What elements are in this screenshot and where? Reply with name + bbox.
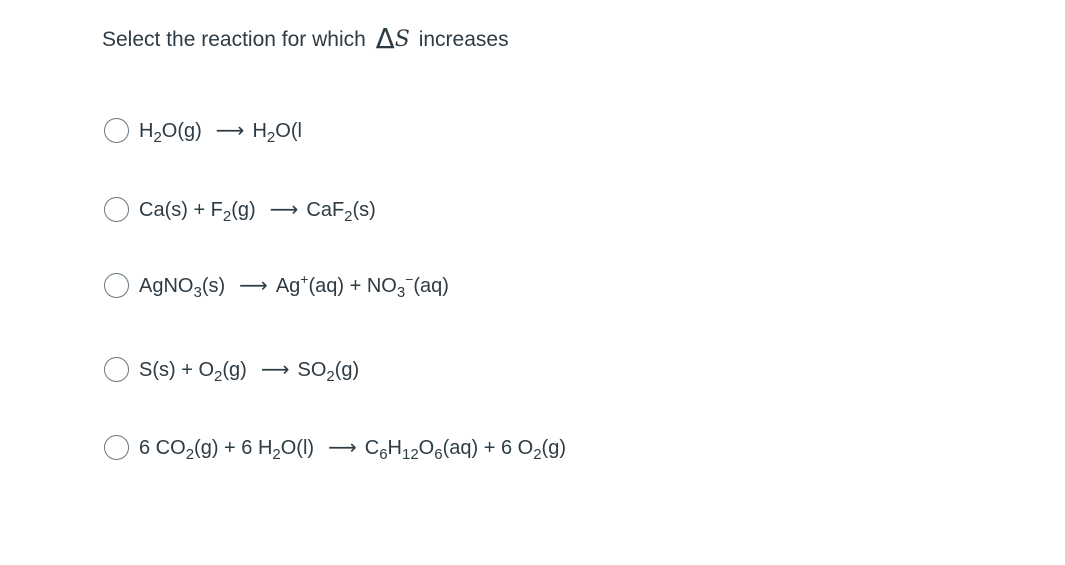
answer-option-4[interactable] [104,355,359,384]
delta-symbol: Δ [375,22,395,55]
subscript: 2 [344,208,353,225]
subscript: 2 [222,208,232,225]
formula-text: (g) [541,437,566,459]
reaction-arrow: ⟶ [328,435,357,459]
subscript: 12 [401,446,419,463]
subscript: 2 [326,368,335,385]
formula-text: (aq) [413,275,449,297]
question-text [102,24,509,55]
formula-text: C [364,437,380,459]
formula-text: H [139,120,154,142]
subscript: 2 [533,446,542,463]
reaction-reactants [139,275,226,301]
formula-text: Ca(s) + F [139,199,223,221]
formula-text: (g) [334,359,360,381]
radio-button[interactable] [104,273,129,298]
formula-text: (g) [231,199,256,221]
subscript: 2 [214,368,223,385]
subscript: 2 [266,129,276,146]
reaction-reactants [139,120,202,146]
formula-text: (aq) + NO [308,275,397,297]
subscript: 6 [434,446,443,463]
formula-text: O [418,437,435,459]
formula-text: O(g) [161,120,202,142]
formula-text: O(l [275,120,302,142]
radio-button[interactable] [104,118,129,143]
reaction-equation [139,195,376,224]
subscript: 2 [272,446,281,463]
formula-text: S(s) + O [139,359,215,381]
question-suffix: increases [412,28,509,51]
subscript: 6 [379,446,388,463]
formula-text: H [252,120,267,142]
answer-option-2[interactable] [104,195,376,224]
question-prefix: Select the reaction for which [102,28,372,51]
formula-text: (g) [222,359,247,381]
reaction-equation [139,433,566,462]
reaction-arrow: ⟶ [260,357,290,381]
subscript: 2 [153,129,162,146]
reaction-products [297,359,360,385]
subscript: 3 [396,284,406,301]
reaction-reactants [139,199,256,225]
reaction-products [306,199,376,225]
answer-option-1[interactable] [104,116,302,145]
formula-text: AgNO [139,275,194,297]
reaction-arrow: ⟶ [215,118,245,142]
radio-button[interactable] [104,357,129,382]
formula-text: CaF [306,199,345,221]
formula-text: (s) [201,275,226,297]
reaction-arrow: ⟶ [269,197,299,221]
radio-button[interactable] [104,435,129,460]
formula-text: H [387,437,402,459]
radio-button[interactable] [104,197,129,222]
subscript: 2 [185,446,195,463]
formula-text: Ag [275,275,301,297]
answer-option-5[interactable] [104,433,566,462]
superscript: − [405,271,414,287]
reaction-products [364,437,566,463]
entropy-variable: S [394,27,410,52]
reaction-equation [139,116,302,145]
subscript: 3 [193,284,202,301]
answer-option-3[interactable] [104,271,449,300]
formula-text: (aq) + 6 O [442,437,534,459]
reaction-reactants [139,359,247,385]
formula-text: (g) + 6 H [194,437,273,459]
reaction-equation [139,355,359,384]
reaction-products [252,120,302,146]
formula-text: (s) [352,199,376,221]
formula-text: O(l) [280,437,315,459]
reaction-reactants [139,437,315,463]
reaction-arrow: ⟶ [239,273,268,297]
formula-text: 6 CO [139,437,186,459]
reaction-equation [139,271,449,300]
formula-text: SO [297,359,327,381]
reaction-products [275,271,449,301]
superscript: + [300,271,309,287]
